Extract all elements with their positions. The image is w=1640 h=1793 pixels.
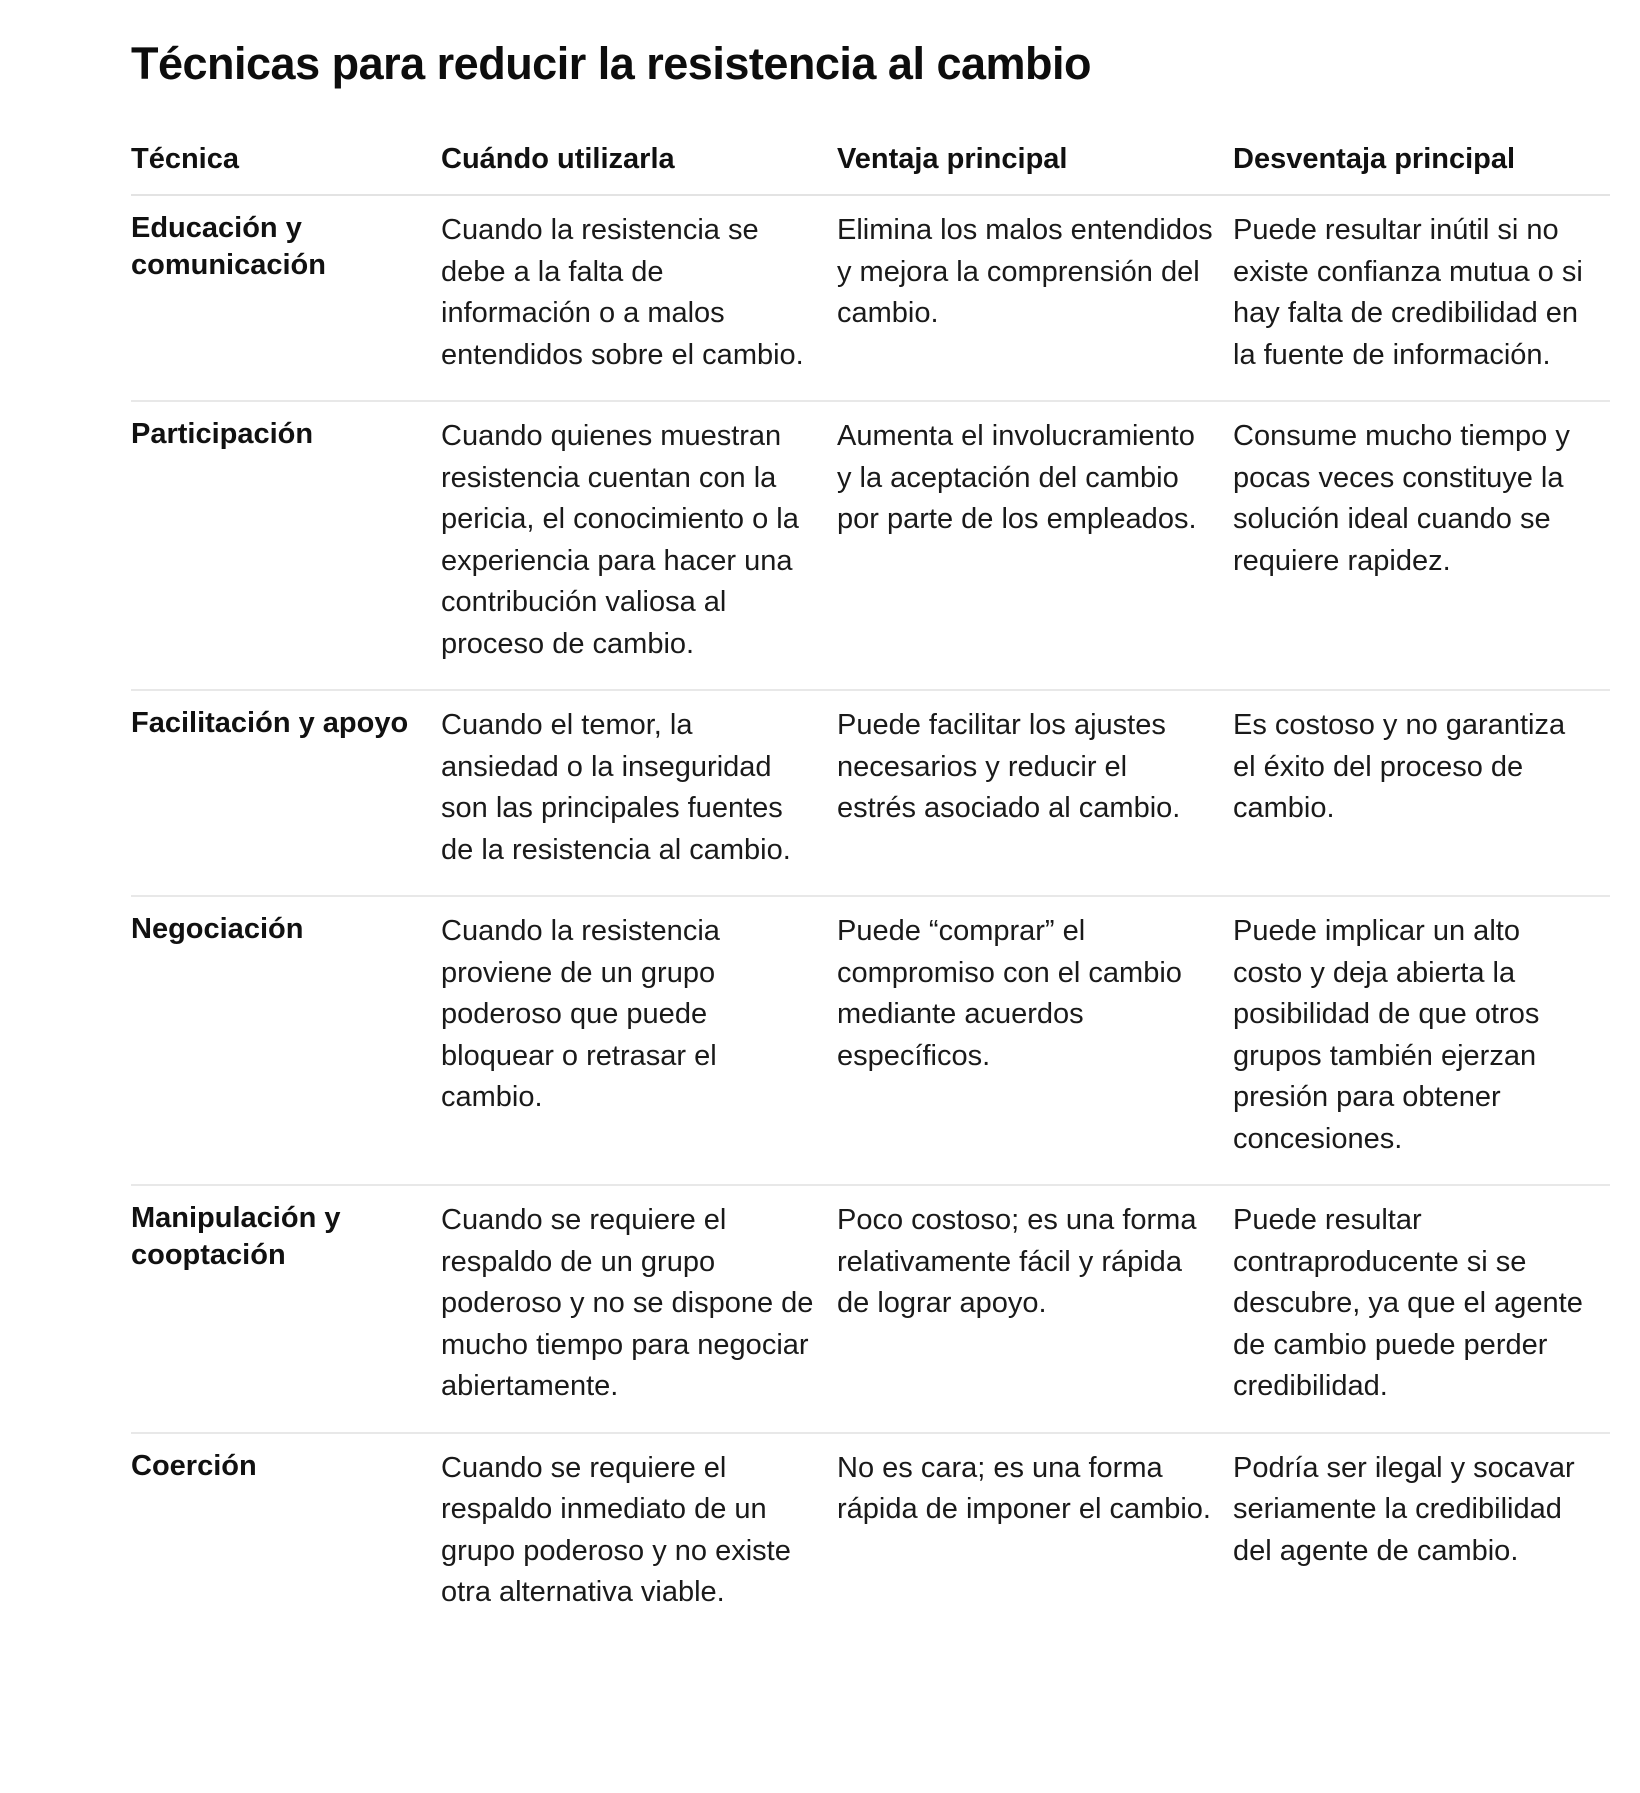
advantage-cell: No es cara; es una forma rápida de imponer el cambio. <box>837 1451 1211 1525</box>
advantage-cell: Puede facilitar los ajustes necesarios y reducir el estrés asociado al cambio. <box>837 690 1233 896</box>
technique-cell: Coerción <box>131 1449 257 1482</box>
technique-cell: Manipulación y cooptación <box>131 1185 441 1433</box>
when-cell: Cuando quienes muestran resistencia cuentan con la pericia, el conocimiento o la experiencia para hacer una contribución valiosa al proceso de cambio. <box>441 401 837 690</box>
header-when: Cuándo utilizarla <box>441 128 837 195</box>
disadvantage-cell: Es costoso y no garantiza el éxito del proceso de cambio. <box>1233 690 1610 896</box>
table-row <box>131 1433 1610 1638</box>
advantage-cell: Poco costoso; es una forma relativamente fácil y rápida de lograr apoyo. <box>837 1185 1233 1433</box>
disadvantage-cell: Consume mucho tiempo y pocas veces constituye la solución ideal cuando se requiere rapidez. <box>1233 401 1610 690</box>
technique-cell: Negociación <box>131 896 441 1185</box>
header-disadvantage: Desventaja principal <box>1233 128 1610 195</box>
technique-cell: Participación <box>131 401 441 690</box>
table-row <box>131 1185 1610 1433</box>
table-row <box>131 195 1610 401</box>
when-cell: Cuando la resistencia proviene de un grupo poderoso que puede bloquear o retrasar el cambio. <box>441 896 837 1185</box>
disadvantage-cell: Podría ser ilegal y socavar seriamente la credibilidad del agente de cambio. <box>1233 1451 1575 1567</box>
when-cell: Cuando la resistencia se debe a la falta de información o a malos entendidos sobre el cambio. <box>441 195 837 401</box>
technique-cell: Facilitación y apoyo <box>131 690 441 896</box>
when-cell: Cuando se requiere el respaldo inmediato de un grupo poderoso y no existe otra alternativa viable. <box>441 1451 791 1608</box>
table-row <box>131 690 1610 896</box>
disadvantage-cell: Puede resultar contraproducente si se descubre, ya que el agente de cambio puede perder credibilidad. <box>1233 1185 1610 1433</box>
technique-cell: Educación y comunicación <box>131 195 441 401</box>
when-cell: Cuando se requiere el respaldo de un grupo poderoso y no se dispone de mucho tiempo para negociar abiertamente. <box>441 1185 837 1433</box>
table-row <box>131 401 1610 690</box>
page-title: Técnicas para reducir la resistencia al cambio <box>131 38 1091 89</box>
techniques-table <box>131 128 1610 1638</box>
disadvantage-cell: Puede implicar un alto costo y deja abierta la posibilidad de que otros grupos también ejerzan presión para obtener concesiones. <box>1233 896 1610 1185</box>
advantage-cell: Elimina los malos entendidos y mejora la comprensión del cambio. <box>837 195 1233 401</box>
advantage-cell: Aumenta el involucramiento y la aceptación del cambio por parte de los empleados. <box>837 401 1233 690</box>
when-cell: Cuando el temor, la ansiedad o la inseguridad son las principales fuentes de la resistencia al cambio. <box>441 690 837 896</box>
table-row <box>131 896 1610 1185</box>
disadvantage-cell: Puede resultar inútil si no existe confianza mutua o si hay falta de credibilidad en la fuente de información. <box>1233 195 1610 401</box>
header-technique: Técnica <box>131 128 441 195</box>
advantage-cell: Puede “comprar” el compromiso con el cambio mediante acuerdos específicos. <box>837 896 1233 1185</box>
table-header-row <box>131 128 1610 195</box>
header-advantage: Ventaja principal <box>837 128 1233 195</box>
